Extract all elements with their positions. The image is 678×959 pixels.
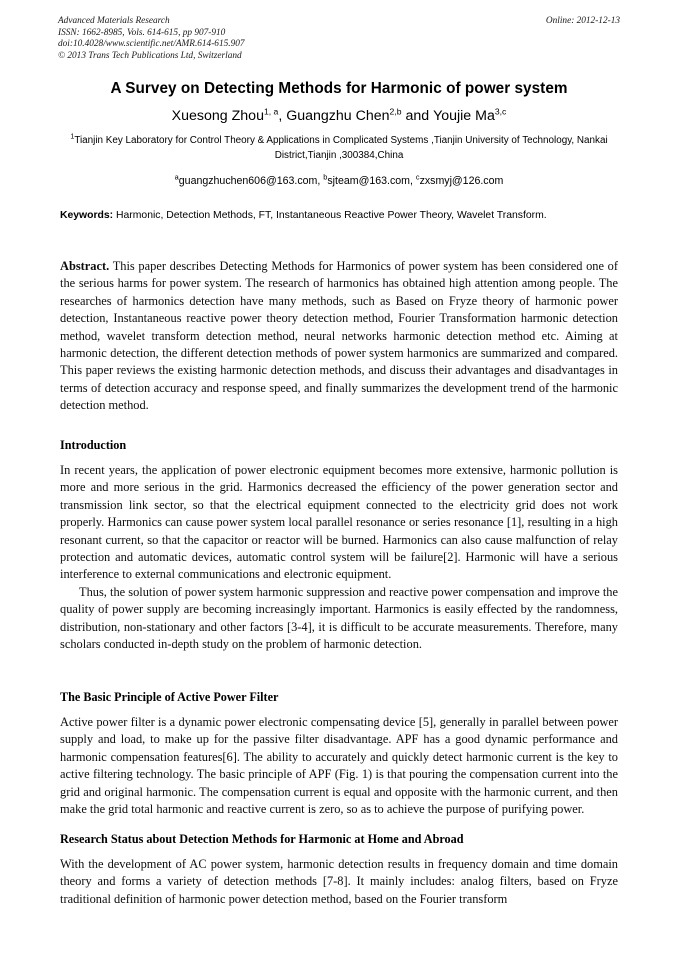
keywords-label: Keywords: [60, 210, 114, 221]
author-line [58, 107, 620, 125]
section-heading: The Basic Principle of Active Power Filter [60, 690, 279, 704]
journal-name-row [58, 16, 620, 28]
keywords-block [60, 208, 618, 223]
journal-issn-line: ISSN: 1662-8985, Vols. 614-615, pp 907-910 [58, 27, 226, 38]
affiliation-marker: 1 [70, 132, 75, 141]
journal-doi-line: doi:10.4028/www.scientific.net/AMR.614-615.907 [58, 39, 245, 50]
section-heading: Research Status about Detection Methods for Harmonic at Home and Abroad [60, 832, 464, 846]
email-2-sup: b [323, 172, 328, 182]
section-active-power-filter [60, 689, 618, 818]
email-sep-1: , [317, 175, 324, 187]
email-2-address[interactable]: sjteam@163.com [327, 175, 410, 187]
page-title: A Survey on Detecting Methods for Harmonic of power system [110, 80, 568, 97]
section-paragraph: With the development of AC power system, harmonic detection results in frequency domain and time domain theory and forms a variety of detection methods [7-8]. It mainly includes: analog filters, based on Fryze traditional definition of harmonic power detection method, based on the Fourier transform [60, 857, 618, 906]
author-3-name: Youjie Ma [433, 108, 495, 124]
email-line [58, 174, 620, 188]
email-1-sup: a [174, 172, 179, 182]
section-research-status [60, 831, 618, 908]
affiliation-line-1: Tianjin Key Laboratory for Control Theory & Applications in Complicated Systems ,Tianjin University [74, 135, 509, 146]
author-sep-2: and [401, 108, 434, 124]
email-3-sup: c [415, 172, 420, 182]
author-3-sup: 3,c [494, 106, 507, 117]
affiliation-line-2: of Technology, Nankai District,Tianjin ,300384,China [274, 135, 608, 161]
author-2-name: Guangzhu Chen [286, 108, 390, 124]
section-paragraph: Active power filter is a dynamic power electronic compensating device [5], generally in parallel between power supply and load, to make up for the passive filter disadvantage. APF has a good dynamic performance and harmonic compensation features[6]. The ability to accurately and quickly detect harmonic current is the key to active filtering technology. The basic principle of APF (Fig. 1) is that pouring the compensation current into the grid and original harmonic. The compensation current is equal and opposite with the harmonic current, and then make the grid total harmonic and reactive current is zero, so as to achieve the purpose of purifying power. [60, 715, 618, 817]
journal-copyright-line: © 2013 Trans Tech Publications Ltd, Switzerland [58, 50, 242, 61]
email-1-address[interactable]: guangzhuchen606@163.com [178, 175, 318, 187]
affiliation-block [58, 134, 620, 163]
author-sep-1: , [278, 108, 287, 124]
journal-header-block [58, 16, 620, 62]
journal-name: Advanced Materials Research [58, 16, 170, 26]
email-3-address[interactable]: zxsmyj@126.com [419, 175, 504, 187]
section-paragraph: In recent years, the application of power electronic equipment becomes more extensive, harmonic pollution is more and more serious in the grid. Harmonics decreased the efficiency of the power generation sector and transmission link sector, so that the electrical equipment connected to the electricity grid does not work properly. Harmonics can cause power system local parallel resonance or series resonance [1], resulting in a high resonant current, so that the capacitor or reactor will be burned. Harmonics can also cause malfunction of relay protection and automatic devices, automatic control system will be failure[2]. Harmonic will have a serious interference to external communications and electronic equipment. [60, 463, 618, 582]
abstract-text: This paper describes Detecting Methods for Harmonics of power system has been considered one of the serious harms for power system. The research of harmonics has obtained high attention among people. The researches of harmonics detection have many methods, such as Based on Fryze theory of harmonic power detection, Instantaneous reactive power theory detection method, Fourier Transformation harmonic detection method, wavelet transform detection method, neural networks harmonic detection method etc. Aiming at harmonic detection, the different detection methods of power system harmonics are summarized and compared. This paper reviews the existing harmonic detection methods, and discuss their advantages and disadvantages in terms of detection accuracy and response speed, and finally summarizes the development trend of the harmonic detection method. [60, 259, 619, 413]
section-introduction [60, 437, 618, 653]
author-2-sup: 2,b [389, 106, 402, 117]
author-1-name: Xuesong Zhou [171, 108, 264, 124]
section-heading: Introduction [60, 438, 127, 452]
online-date: Online: 2012-12-13 [545, 16, 620, 26]
abstract-label: Abstract. [60, 259, 110, 273]
email-sep-2: , [409, 175, 416, 187]
author-1-sup: 1, a [263, 106, 279, 117]
abstract-block [60, 258, 618, 415]
section-paragraph: Thus, the solution of power system harmonic suppression and reactive power compensation and improve the quality of power supply are becoming increasingly important. Harmonics is easily effected by the randomness, distribution, non-stationary and other factors [3-4], it is difficult to be accurate measurements. Therefore, many scholars conducted in-depth study on the problem of harmonic detection. [60, 584, 618, 652]
keywords-text: Harmonic, Detection Methods, FT, Instantaneous Reactive Power Theory, Wavelet Transform. [116, 210, 547, 221]
